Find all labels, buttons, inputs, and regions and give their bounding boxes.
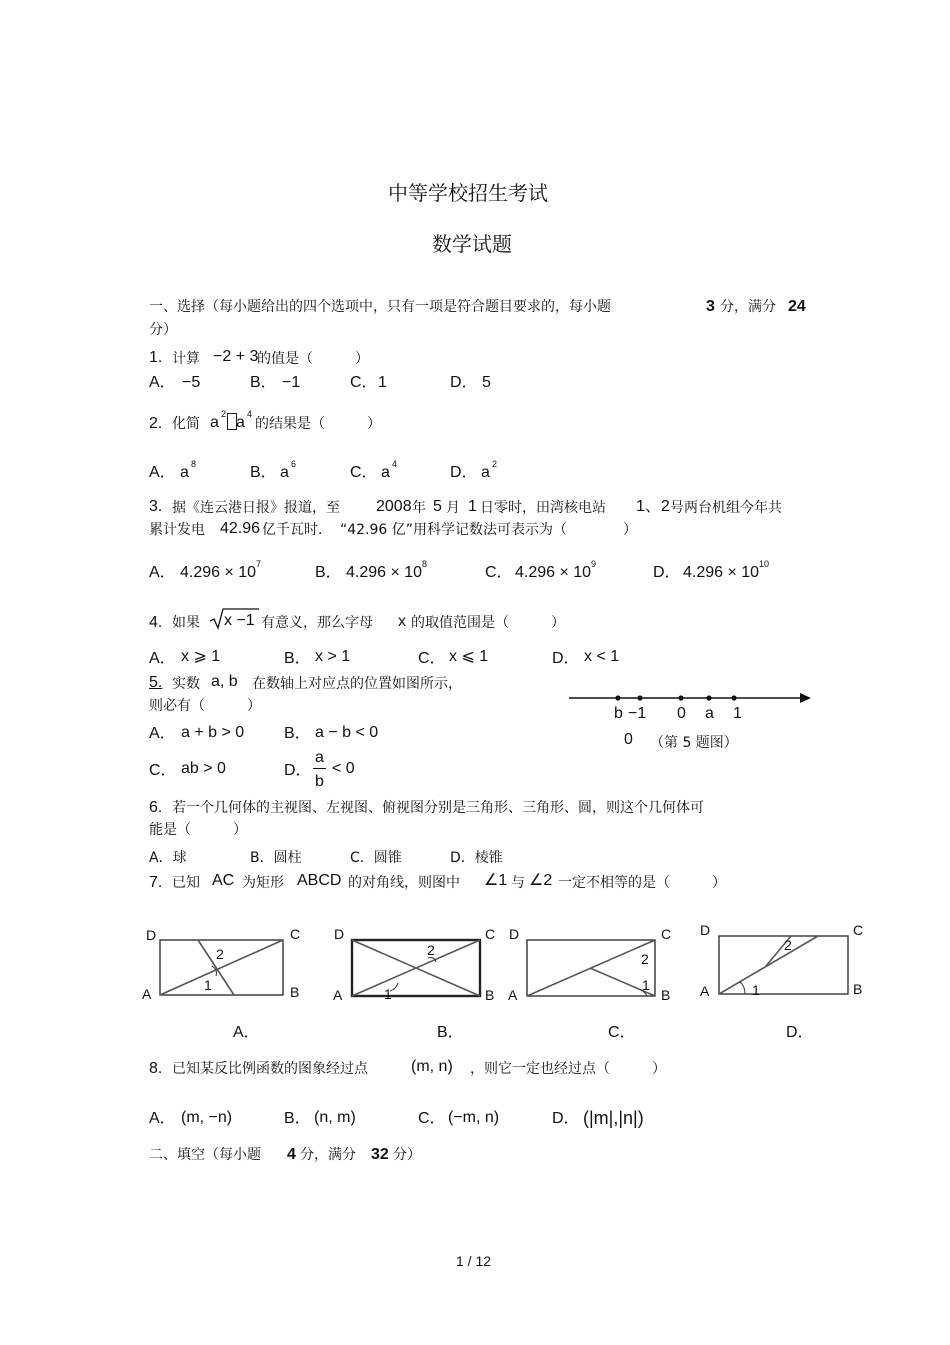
fig-d-label-2: 2 [784,937,792,953]
nl-label-zero: 0 [677,705,686,722]
point-zero [678,695,683,700]
q3-option-b-exp: 8 [422,559,428,569]
q1-option-b-label: B． [250,374,277,391]
q5-pre: 实数 [172,676,200,692]
q8-option-a: (m, −n) [181,1109,233,1126]
q4-option-a-label: A． [149,650,176,667]
section2-total: 32 [371,1146,389,1163]
q2-base1: a [210,414,219,431]
q3-option-c: 4.296 × 10 [515,564,592,581]
fig-c-label-1: 1 [642,977,650,993]
q3-option-a-label: A． [149,564,176,581]
section2-points: 4 [287,1146,296,1163]
q8-option-c-label: C． [418,1110,446,1127]
nl-label-one: 1 [733,705,742,722]
q5-post: 在数轴上对应点的位置如图所示， [252,676,462,692]
fig-d-label-d: D [700,922,711,938]
q4-option-b-label: B． [284,650,311,667]
q7-yu: 与 [511,875,525,891]
q4-option-d: x < 1 [584,648,620,665]
rectangle-figures [138,920,873,1010]
fig-b-label-a: A [333,987,343,1003]
point-minus-one [637,695,642,700]
q8-option-a-label: A． [149,1110,176,1127]
q8-option-d-label: D． [552,1110,580,1127]
figure-d [700,922,863,999]
q4-mid: 有意义，那么字母 [261,615,373,631]
fig-a-label-2: 2 [216,946,224,962]
q5-option-c: ab > 0 [181,760,226,777]
q6-number: 6. [149,799,163,816]
number-line-figure [565,688,817,708]
q8-option-b: (n, m) [314,1109,356,1126]
fig-a-label-c: C [290,926,301,942]
fig-a-caption: A． [233,1024,260,1041]
fig-c-label-a: A [508,987,518,1003]
section1-points: 3 [706,298,715,315]
fig-b-label-1: 1 [384,986,392,1002]
q5-option-b-label: B． [284,725,311,742]
fig-a-label-d: D [146,927,157,943]
q6-option-d: D．棱锥 [450,850,503,866]
fig-b-label-2: 2 [427,942,435,958]
q1-option-a-label: A． [149,374,176,391]
q3-option-a-exp: 7 [256,559,262,569]
q5-line2: 则必有（ ） [149,698,261,714]
q4-option-a: x ⩾ 1 [181,648,221,665]
page-subtitle: 数学试题 [432,232,512,256]
fig-d-label-c: C [853,922,864,938]
q3-option-a: 4.296 × 10 [180,564,257,581]
q3-amount: 42.96 [220,520,261,537]
q3-line1-b: 年 [412,500,426,516]
q2-option-c-base: a [381,464,390,481]
q2-exp1: 2 [221,409,227,419]
q7-abcd: ABCD [297,872,342,889]
fig-b-label-c: C [485,926,496,942]
q4-radicand: x −1 [224,612,255,629]
q2-option-b-exp: 6 [291,459,297,469]
q3-line2-b: 亿千瓦时． [262,522,332,538]
page-title: 中等学校招生考试 [388,181,548,205]
q2-option-b-base: a [280,464,289,481]
q2-option-d-exp: 2 [492,459,498,469]
q2-number: 2. [149,415,163,432]
q8-pre: 已知某反比例函数的图象经过点 [172,1061,368,1077]
fig-a-label-1: 1 [204,977,212,993]
page-number: 1 / 12 [456,1253,492,1269]
q8-post: ，则它一定也经过点（ ） [470,1061,666,1077]
q5-option-d-rel: < 0 [332,760,355,777]
q1-option-c-label: C． [350,374,378,391]
fig-a-label-a: A [142,986,152,1002]
q8-option-d: (|m|,|n|) [583,1108,644,1128]
q1-post: 的值是（ ） [257,351,369,367]
q2-option-c-exp: 4 [392,459,398,469]
fig-d-label-a: A [700,983,710,999]
q4-post: 的取值范围是（ ） [411,615,565,631]
q7-angle1: ∠1 [484,872,508,889]
figure-a [142,926,300,1002]
q3-year: 2008 [376,498,412,515]
q4-number: 4. [149,614,163,631]
q7-mid2: 的对角线，则图中 [348,875,460,891]
q5-option-c-label: C． [149,762,177,779]
fig-c-label-2: 2 [641,951,649,967]
q8-number: 8. [149,1060,163,1077]
q2-option-d-label: D． [450,464,478,481]
q3-option-c-label: C． [485,564,513,581]
q3-units: 1、2 [636,498,670,515]
q2-option-a-base: a [180,464,189,481]
point-one [731,695,736,700]
figure-b [333,926,495,1003]
q3-line1-d: 日零时，田湾核电站 [480,500,606,516]
q8-option-b-label: B． [284,1110,311,1127]
q7-post: 一定不相等的是（ ） [558,875,726,891]
q6-line2: 能是（ ） [149,822,247,838]
fig-a-label-b: B [290,984,300,1000]
q2-option-d-base: a [481,464,490,481]
q3-line2-a: 累计发电 [149,522,205,538]
section2-heading: 二、填空（每小题 [149,1147,261,1163]
q7-mid: 为矩形 [242,875,284,891]
q3-month: 5 [433,498,442,515]
q3-option-b: 4.296 × 10 [346,564,423,581]
q3-number: 3. [149,498,163,515]
q1-expr: −2 + 3 [213,348,259,365]
point-b [615,695,620,700]
q6-option-b: B．圆柱 [250,850,302,866]
fig-d-label-b: B [853,981,863,997]
q6-option-c: C．圆锥 [350,850,402,866]
q3-option-d-exp: 10 [759,559,770,569]
q2-option-c-label: C． [350,464,378,481]
fig-d-label-1: 1 [752,982,760,998]
section2-post: 分） [393,1147,421,1163]
q2-option-a-exp: 8 [191,459,197,469]
fig-d-caption: D． [786,1024,814,1041]
section1-heading: 一、选择（每小题给出的四个选项中，只有一项是符合题目要求的，每小题 [149,299,611,315]
q5-option-d-den: b [315,773,324,790]
q7-pre: 已知 [172,875,200,891]
fig-b-caption: B． [437,1024,464,1041]
q1-option-a: −5 [182,374,201,391]
q5-option-d-label: D． [284,762,312,779]
q8-point: (m, n) [411,1058,453,1075]
fig-c-label-c: C [661,926,672,942]
q5-option-d-num: a [315,749,324,766]
nl-label-b: b [614,705,623,722]
q5-option-a: a + b > 0 [181,724,245,741]
q5-vars: a, b [211,673,238,690]
q2-exp2: 4 [247,409,253,419]
q5-option-b: a − b < 0 [315,724,379,741]
q7-ac: AC [212,872,235,889]
q3-option-c-exp: 9 [591,559,597,569]
point-a [706,695,711,700]
nl-label-a: a [705,705,714,722]
q3-line1-a: 据《连云港日报》报道，至 [172,500,340,516]
nl-below-zero: 0 [624,731,633,748]
q4-option-c-label: C． [418,650,446,667]
q4-option-b: x > 1 [315,648,351,665]
q3-option-b-label: B． [315,564,342,581]
fraction-bar [313,768,326,769]
q3-option-d-label: D． [653,564,681,581]
q1-option-c: 1 [378,374,387,391]
q1-pre: 计算 [172,351,200,367]
q5-option-a-label: A． [149,725,176,742]
section2-fen: 分，满分 [300,1147,356,1163]
fig-b-label-b: B [485,987,495,1003]
q1-option-b: −1 [282,374,301,391]
q3-quote: “42.96 亿”用科学记数法可表示为（ ） [340,522,638,538]
q4-var: x [398,613,406,630]
q6-option-a: A．球 [149,850,187,866]
q6-line1: 若一个几何体的主视图、左视图、俯视图分别是三角形、三角形、圆，则这个几何体可 [172,800,704,816]
nl-label-minus-one: −1 [628,705,647,722]
fig-c-label-d: D [509,926,520,942]
q3-line1-c: 月 [446,500,460,516]
arrow-right-icon [800,693,811,703]
q4-option-c: x ⩽ 1 [449,648,489,665]
q4-option-d-label: D． [552,650,580,667]
fig-c-label-b: B [661,987,671,1003]
figure-caption: （第 5 题图） [650,735,738,751]
q1-option-d: 5 [482,374,491,391]
section1-total: 24 [788,298,806,315]
q7-angle2: ∠2 [529,872,553,889]
q8-option-c: (−m, n) [448,1109,500,1126]
q1-option-d-label: D． [450,374,478,391]
section1-wrap: 分） [149,322,177,338]
q2-option-a-label: A． [149,464,176,481]
q5-number: 5. [149,674,163,691]
section1-fen: 分，满分 [720,299,776,315]
fig-b-label-d: D [334,926,345,942]
figure-c [508,926,671,1003]
q3-day: 1 [468,498,477,515]
q2-option-b-label: B． [250,464,277,481]
q2-base2: a [236,414,245,431]
q2-post: 的结果是（ ） [255,416,381,432]
q1-number: 1. [149,349,163,366]
q3-option-d: 4.296 × 10 [683,564,760,581]
q4-pre: 如果 [172,615,200,631]
q2-pre: 化简 [172,416,200,432]
fig-c-caption: C． [608,1024,636,1041]
q3-line1-e: 号两台机组今年共 [670,500,782,516]
q7-number: 7. [149,874,163,891]
